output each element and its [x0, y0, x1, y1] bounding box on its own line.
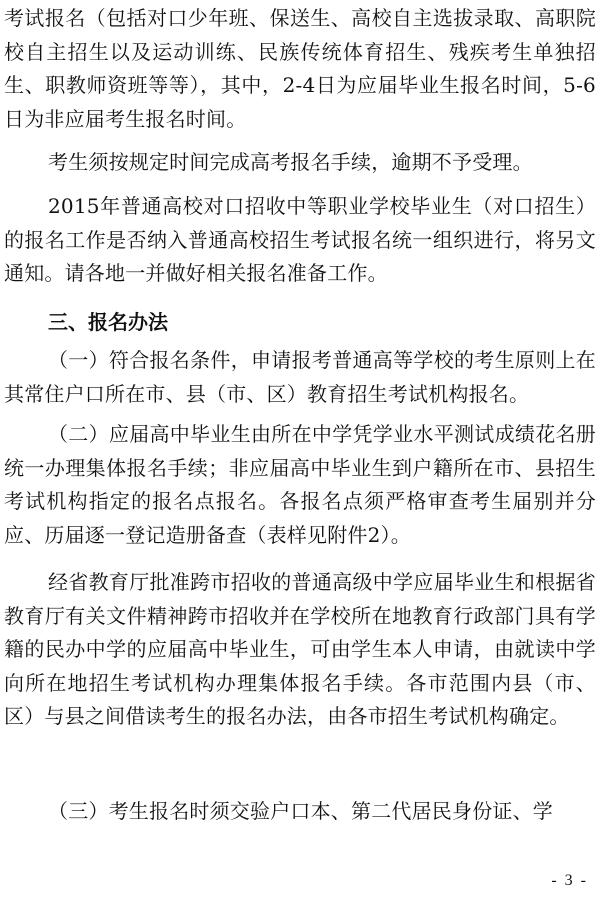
- page-number: - 3 -: [551, 872, 588, 889]
- section-heading: 三、报名办法: [48, 310, 168, 334]
- paragraph-vocational-enrollment: 2015年普通高校对口招收中等职业学校毕业生（对口招生）的报名工作是否纳入普通高校招生考试报名统一组织进行，将另文通知。请各地一并做好相关报名准备工作。: [4, 194, 596, 286]
- paragraph-deadline: 考生须按规定时间完成高考报名手续，逾期不予受理。: [48, 150, 533, 174]
- paragraph-item-two: （二）应届高中毕业生由所在中学凭学业水平测试成绩花名册统一办理集体报名手续；非应届高中毕业生到户籍所在市、县招生考试机构指定的报名点报名。各报名点须严格审查考生届别并分应、历届逐一登记造册备查（表样见附件2）。: [4, 422, 596, 547]
- paragraph-cross-city-students: 经省教育厅批准跨市招收的普通高级中学应届毕业生和根据省教育厅有关文件精神跨市招收并在学校所在地教育行政部门具有学籍的民办中学的应届高中毕业生，可由学生本人申请，由就读中学向所在地招生考试机构办理集体报名手续。各市范围内县（市、区）与县之间借读考生的报名办法，由各市招生考试机构确定。: [4, 570, 596, 729]
- paragraph-item-one: （一）符合报名条件，申请报考普通高等学校的考生原则上在其常住户口所在市、县（市、区）教育招生考试机构报名。: [4, 348, 596, 406]
- paragraph-item-three: （三）考生报名时须交验户口本、第二代居民身份证、学: [48, 799, 553, 823]
- paragraph-registration-scope: 考试报名（包括对口少年班、保送生、高校自主选拔录取、高职院校自主招生以及运动训练、民族传统体育招生、残疾考生单独招生、职教师资班等等），其中，2-4日为应届毕业生报名时间，5-6日为非应届考生报名时间。: [4, 6, 596, 131]
